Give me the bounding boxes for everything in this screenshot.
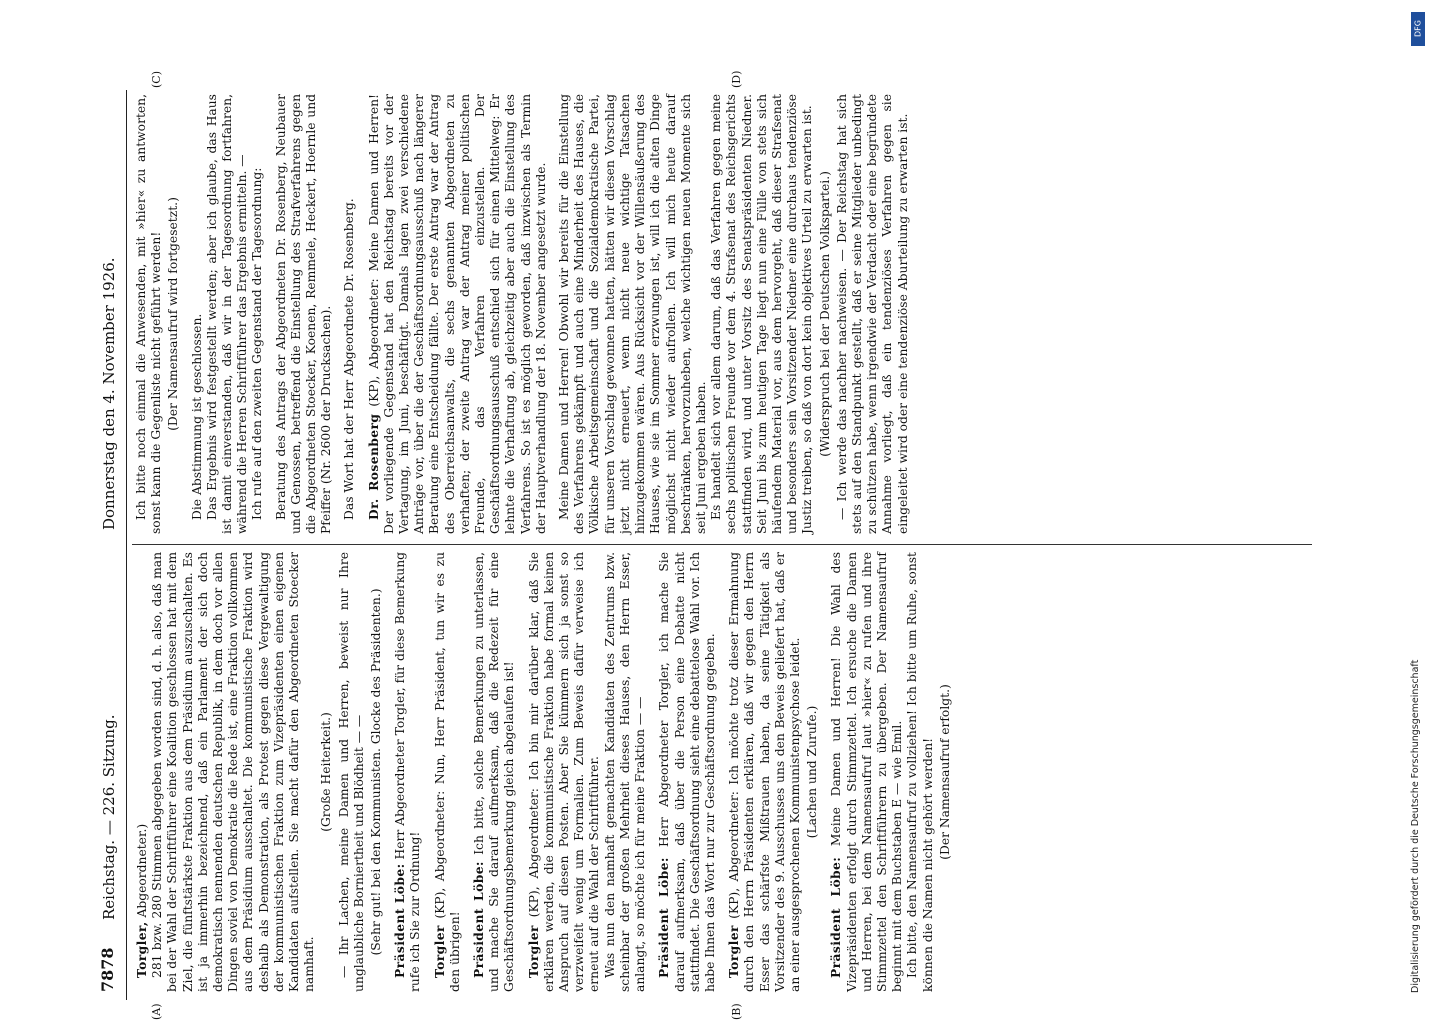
column-rule — [132, 544, 1312, 545]
speech-text: (KP), Abgeordneter: Nun, Herr Präsident, tun wir es zu den übrigen! — [432, 552, 462, 992]
digitization-credit: Digitalisierung gefördert durch die Deutsche Forschungsgemeinschaft — [1410, 659, 1421, 993]
speaker-name: Torgler — [525, 925, 541, 978]
paragraph — [471, 552, 518, 992]
speaker-name: Torgler — [726, 925, 742, 978]
paragraph: 281 bzw. 280 Stimmen abgegeben worden sind, d. h. also, daß man bei der Wahl der Schriftführer eine Koalition geschlossen hat mit dem Ziel, die fünftstärkste Fraktion aus dem Präsidium auszuschalten. Es ist ja immerhin bezeichnend, daß ein Parlament der sich doch demokratisch nennenden deutschen Republik, in dem doch vor allen Dingen soviel von Demokratie die Rede ist, eine Fraktion vollkommen aus dem Präsidium ausschaltet. Die kommunistische Fraktion wird deshalb als Demonstration, als Protest gegen diese Vergewaltigung der kommunistischen Fraktion zum Vizepräsidenten einen eigenen Kandidaten aufstellen. Sie macht dafür den Abgeordneten Stoecker namhaft. — [150, 552, 317, 992]
paragraph: Das Wort hat der Herr Abgeordnete Dr. Rosenberg. — [342, 198, 357, 520]
header-rule — [126, 90, 127, 1000]
paragraph: Es handelt sich vor allem darum, daß das Verfahren gegen meine sechs politischen Freunde vor dem 4. Strafsenat des Reichsgerichts stattfinden wird, und unter Vorsitz des Senatspräsidenten Niedner. Seit Juni bis zum heutigen Tage liegt nun eine Fülle von stets sich häufendem Material vor, aus dem hervorgeht, daß dieser Strafsenat und besonders sein Vorsitzender Niedner eine durchaus tendenziöse Justiz treiben, so daß von dort kein objektives Urteil zu erwarten ist. — [709, 94, 815, 534]
speech-text: Abgeordneter.) — [135, 823, 149, 922]
speaker-name: Präsident Löbe: — [471, 861, 487, 978]
paragraph: Was nun den namhaft gemachten Kandidaten des Zentrums bzw. scheinbar der großen Mehrheit dieses Hauses, den Herrn Esser, anlangt, so möchte ich für meine Fraktion — — — [602, 552, 648, 992]
header-left: Reichstag. — 226. Sitzung. — [100, 714, 118, 920]
paragraph: — Ich werde das nachher nachweisen. — Der Reichstag hat sich stets auf den Standpunkt gestellt, daß er seine Mitglieder unbedingt zu schützen habe, wenn irgendwie der Verdacht oder eine begründete Annahme vorliegt, daß ein tendenziöses Verfahren gegen sie eingeleitet wird oder eine tendenziöse Aburteilung zu erwarten ist. — [834, 94, 910, 534]
stage-direction: (Der Namensaufruf erfolgt.) — [937, 684, 952, 860]
stage-direction: (Sehr gut! bei den Kommunisten. Glocke des Präsidenten.) — [369, 588, 384, 956]
margin-mark-c: (C) — [150, 71, 163, 88]
left-column — [134, 552, 955, 992]
page-number: 7878 — [98, 947, 117, 992]
paragraph: — Ihr Lachen, meine Damen und Herren, beweist nur Ihre unglaubliche Borniertheit und Blödheit — — — [336, 552, 366, 992]
speech-text: Herr Abgeordneter Torgler, ich mache Sie darauf aufmerksam, daß über die Person eine Debatte nicht stattfindet. Die Geschäftsordnung sieht eine debattelose Wahl vor. Ich habe Ihnen das Wort nur zur Geschäftsordnung gegeben. — [657, 552, 717, 992]
side-credit — [1410, 8, 1426, 993]
right-column — [134, 94, 911, 534]
speaker-name: Präsident Löbe: — [392, 863, 408, 978]
margin-mark-d: (D) — [730, 70, 743, 88]
speaker-name: Präsident Löbe: — [656, 857, 672, 978]
speaker-name: Dr. Rosenberg — [365, 413, 381, 520]
paragraph: Beratung des Antrags der Abgeordneten Dr. Rosenberg, Neubauer und Genossen, betreffend die Einstellung des Strafverfahrens gegen die Abgeordneten Stoecker, Koenen, Remmele, Heckert, Hoernle und Pfeiffer (Nr. 2600 der Drucksachen). — [273, 94, 334, 534]
rotated-page — [90, 70, 1320, 1020]
stage-direction: (Große Heiterkeit.) — [319, 712, 334, 832]
paragraph — [726, 552, 803, 992]
paragraph — [828, 552, 905, 992]
paragraph — [432, 552, 463, 992]
stage-direction: (Der Namensaufruf wird fortgesetzt.) — [166, 197, 181, 431]
margin-mark-b: (B) — [730, 1003, 743, 1020]
paragraph: Die Abstimmung ist geschlossen. — [189, 313, 204, 520]
speech-text: Meine Damen und Herren! Die Wahl des Vizepräsidenten erfolgt durch Stimmzettel. Ich ersuche die Damen und Herren, bei dem Namensaufruf laut »hier« zu rufen und ihre Stimmzettel den Schriftführern zu übergeben. Der Namensaufruf beginnt mit dem Buchstaben E — wie Emil. — [829, 552, 905, 992]
dfg-logo-text: DFG — [1413, 20, 1423, 37]
paragraph: Das Ergebnis wird festgestellt werden; aber ich glaube, das Haus ist damit einverstanden, daß wir in der Tagesordnung fortfahren, während die Herren Schriftführer das Ergebnis ermitteln. — — [204, 94, 250, 534]
paragraph: Ich bitte, den Namensaufruf zu vollziehen! Ich bitte um Ruhe, sonst können die Namen nicht gehört werden! — [905, 552, 935, 992]
paragraph: Meine Damen und Herren! Obwohl wir bereits für die Einstellung des Verfahrens gekämpft und auch eine Minderheit des Hauses, die Völkische Arbeitsgemeinschaft und die Sozialdemokratische Partei, für unseren Vorschlag gewonnen hatten, hätten wir diesen Vorschlag jetzt nicht erneuert, wenn nicht neue wichtige Tatsachen hinzugekommen wären. Aus Rücksicht vor der Willensäußerung des Hauses, wie sie im Sommer erzwungen ist, will ich die alten Dinge möglichst nicht wieder aufrollen. Ich will mich heute darauf beschränken, hervorzuheben, welche wichtigen neuen Momente sich seit Juni ergeben haben. — [557, 94, 708, 534]
speech-text: Ich bitte, solche Bemerkungen zu unterlassen, und mache Sie darauf aufmerksam, daß die Redezeit für eine Geschäftsordnungsbemerkung gleich abgelaufen ist! — [472, 552, 517, 992]
paragraph — [656, 552, 718, 992]
header-right: Donnerstag den 4. November 1926. — [100, 257, 118, 530]
speaker-name: Torgler — [431, 925, 447, 978]
paragraph: Ich bitte noch einmal die Anwesenden, mit »hier« zu antworten, sonst kann die Gegenliste nicht geführt werden! — [134, 94, 164, 534]
speech-text: (KP), Abgeordneter: Ich möchte trotz dieser Ermahnung durch den Herrn Präsidenten erklären, daß wir gegen den Herrn Esser das schärfste Mißtrauen haben, da seine Tätigkeit als Vorsitzender des 9. Ausschusses uns den Beweis geliefert hat, daß er an einer ausgesprochenen Kommunistenpsychose leidet. — [727, 552, 802, 992]
paragraph — [526, 552, 603, 992]
margin-mark-a: (A) — [150, 1003, 163, 1020]
page-header — [90, 90, 130, 1000]
speaker-name: Präsident Löbe: — [828, 856, 844, 978]
stage-direction: (Widerspruch bei der Deutschen Volkspartei.) — [817, 171, 832, 457]
speech-text: Herr Abgeordneter Torgler, für diese Bemerkung rufe ich Sie zur Ordnung! — [393, 552, 423, 992]
paragraph — [392, 552, 423, 992]
paragraph — [366, 94, 549, 534]
stage-direction: (Lachen und Zurufe.) — [805, 705, 820, 839]
speech-text: (KP), Abgeordneter: Ich bin mir darüber klar, daß Sie erklären werden, die kommunistische Fraktion habe formal keinen Anspruch auf diesen Posten. Aber Sie kümmern sich ja sonst so verzweifelt wenig um Formalien. Zum Beweis dafür verweise ich erneut auf die Wahl der Schriftführer. — [526, 552, 602, 992]
speaker-name: Torgler, — [134, 921, 149, 978]
paragraph — [134, 552, 150, 992]
paragraph: Ich rufe auf den zweiten Gegenstand der Tagesordnung: — [250, 167, 265, 520]
speech-text: (KP), Abgeordneter: Meine Damen und Herren! Der vorliegende Gegenstand hat den Reichstag bereits vor der Vertagung, im Juni, beschäftigt. Damals lagen zwei verschiedene Anträge vor, über die der Geschäftsordnungsausschuß nach längerer Beratung eine Entscheidung fällte. Der erste Antrag war der Antrag des Oberreichsanwalts, die sechs genannten Abgeordneten zu verhaften; der zweite Antrag war der Antrag meiner politischen Freunde, das Verfahren einzustellen. Der Geschäftsordnungsausschuß entschied sich für einen Mittelweg: Er lehnte die Verhaftung ab, gleichzeitig aber auch die Einstellung des Verfahrens. So ist es möglich geworden, daß inzwischen als Termin der Hauptverhandlung der 18. November angesetzt wurde. — [366, 94, 548, 534]
